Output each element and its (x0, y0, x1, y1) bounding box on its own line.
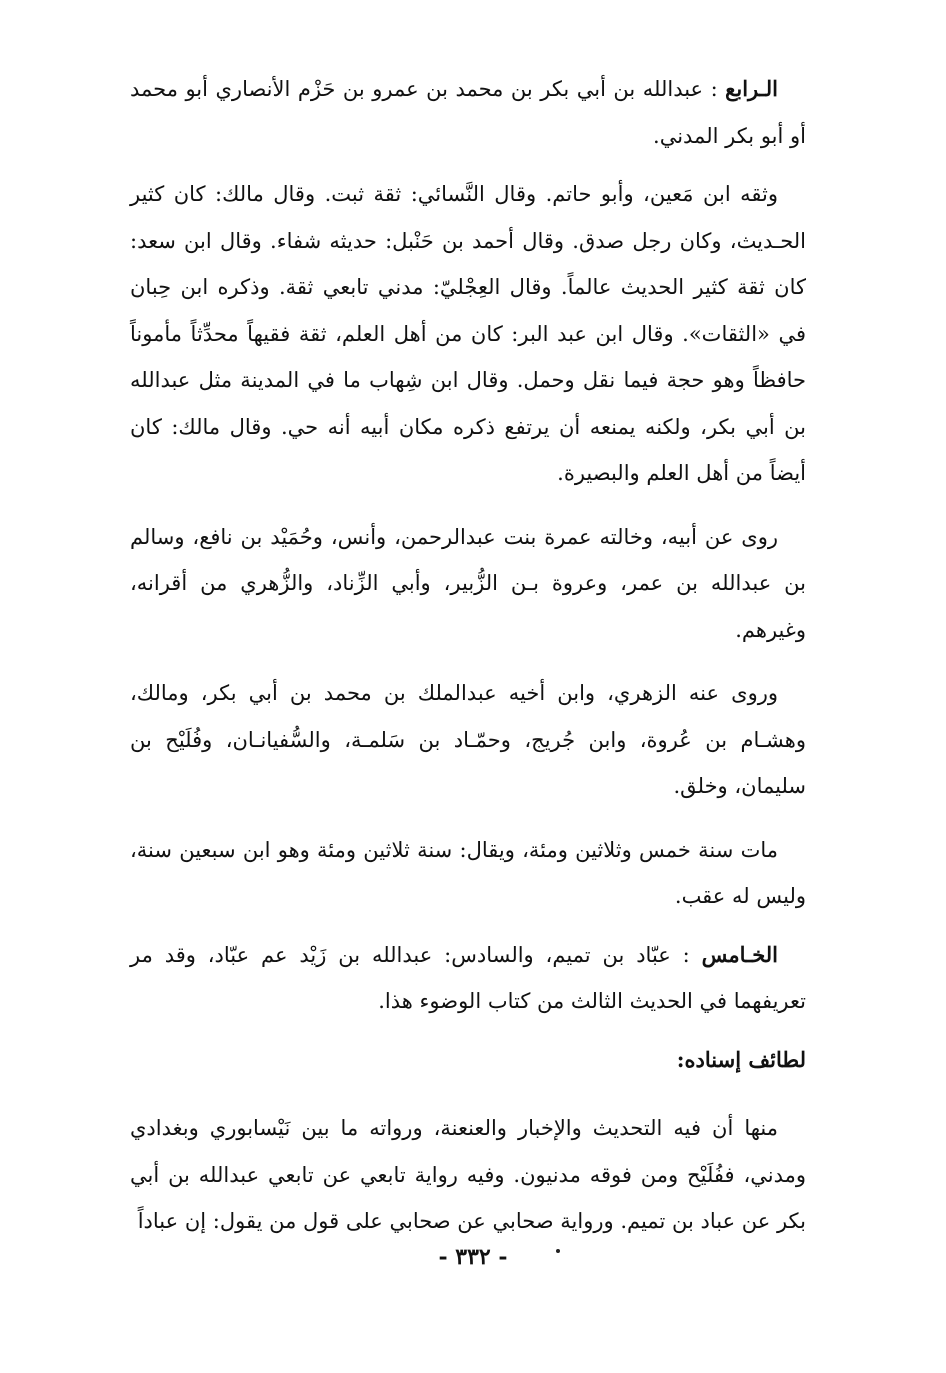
page-body (130, 66, 806, 1262)
paragraph-text: وروى عنه الزهري، وابن أخيه عبدالملك بن محمد بن أبي بكر، ومالك، وهشـام بن عُروة، وابن جُريج، وحمّـاد بن سَلمـة، والسُّفيانـان، وفُلَيْح بن سليمان، وخلق. (130, 681, 806, 798)
section-heading: لطائف إسناده: (676, 1046, 806, 1072)
paragraph-isnad-notes (130, 1105, 806, 1245)
paragraph-death (130, 827, 806, 920)
paragraph-text: : عبدالله بن أبي بكر بن محمد بن عمرو بن حَزْم الأنصاري أبو محمد أو أبو بكر المدني. (130, 77, 806, 148)
paragraph-lead: الـرابع (725, 76, 778, 101)
paragraph-narrated-by (130, 670, 806, 810)
paragraph-text: : عبّاد بن تميم، والسادس: عبدالله بن زَيْد عم عبّاد، وقد مر تعريفهما في الحديث الثالث من كتاب الوضوء هذا. (130, 942, 806, 1013)
page-number: - ٣٣٢ - (438, 1244, 508, 1270)
paragraph-authentication (130, 171, 806, 497)
print-speck (556, 1249, 560, 1253)
paragraph-narrated-from (130, 514, 806, 654)
paragraph-fifth-sixth-narrators (130, 932, 806, 1025)
paragraph-lead: الخـامس (701, 941, 778, 967)
paragraph-text: وثقه ابن مَعين، وأبو حاتم. وقال النَّسائي: ثقة ثبت. وقال مالك: كان كثير الحـديث، وكان رجل صدق. وقال أحمد بن حَنْبل: حديثه شفاء. وقال ابن سعد: كان ثقة كثير الحديث عالماً. وقال العِجْليّ: مدني تابعي ثقة. وذكره ابن حِبان في «الثقات». وقال ابن عبد البر: كان من أهل العلم، ثقة فقيهاً محدِّثاً مأموناً حافظاً وهو حجة فيما نقل وحمل. وقال ابن شِهاب ما في المدينة مثل عبدالله بن أبي بكر، ولكنه يمنعه أن يرتفع ذكره مكان أبيه أنه حي. وقال مالك: كان أيضاً من أهل العلم والبصيرة. (130, 182, 806, 485)
paragraph-text: مات سنة خمس وثلاثين ومئة، ويقال: سنة ثلاثين ومئة وهو ابن سبعين سنة، وليس له عقب. (130, 837, 806, 908)
paragraph-text: منها أن فيه التحديث والإخبار والعنعنة، ورواته ما بين نَيْسابوري وبغدادي ومدني، ففُلَيْح ومن فوقه مدنيون. وفيه رواية تابعي عن تابعي عبدالله بن أبي بكر عن عباد بن تميم. ورواية صحابي عن صحابي على قول من يقول: إن عباداً (130, 1116, 806, 1233)
paragraph-text: روى عن أبيه، وخالته عمرة بنت عبدالرحمن، وأنس، وحُمَيْد بن نافع، وسالم بن عبدالله بن عمر، وعروة بـن الزُّبير، وأبي الزِّناد، والزُّهري من أقرانه، وغيرهم. (130, 524, 806, 642)
paragraph-fourth-narrator (130, 66, 806, 159)
